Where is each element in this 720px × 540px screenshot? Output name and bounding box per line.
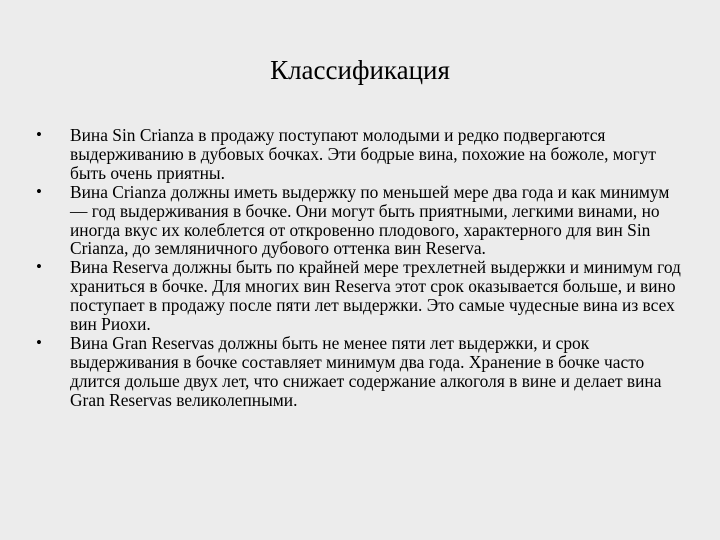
bullet-text: Вина Reserva должны быть по крайней мере трехлетней выдержки и минимум год храниться в бочке. Для многих вин Reserva этот срок оказывается больше, и вино поступает в продажу после пяти лет выдержки. Это самые чудесные вина из всех вин Риохи.	[70, 257, 681, 335]
bullet-item-reserva	[36, 258, 690, 334]
bullet-text: Вина Sin Crianza в продажу поступают молодыми и редко подвергаются выдерживанию в дубовых бочках. Эти бодрые вина, похожие на божоле, могут быть очень приятны.	[70, 125, 656, 183]
bullet-item-crianza	[36, 183, 690, 259]
bullet-marker: •	[36, 257, 42, 277]
bullet-text: Вина Crianza должны иметь выдержку по меньшей мере два года и как минимум — год выдерживания в бочке. Они могут быть приятными, легкими винами, но иногда вкус их колеблется от откровенно плодового, характерного для вин Sin Crianza, до земляничного дубового оттенка вин Reserva.	[70, 181, 670, 259]
bullet-item-gran-reservas	[36, 334, 690, 410]
bullet-marker: •	[36, 125, 42, 144]
slide-title: Классификация	[270, 55, 450, 85]
bullet-list	[36, 126, 690, 410]
bullet-item-sin-crianza	[36, 126, 690, 183]
bullet-marker: •	[36, 332, 42, 352]
bullet-marker: •	[36, 181, 42, 201]
bullet-text: Вина Gran Reservas должны быть не менее пяти лет выдержки, и срок выдерживания в бочке составляет минимум два года. Хранение в бочке часто длится дольше двух лет, что снижает содержание алкоголя в вине и делает вина Gran Reservas великолепными.	[70, 332, 662, 410]
